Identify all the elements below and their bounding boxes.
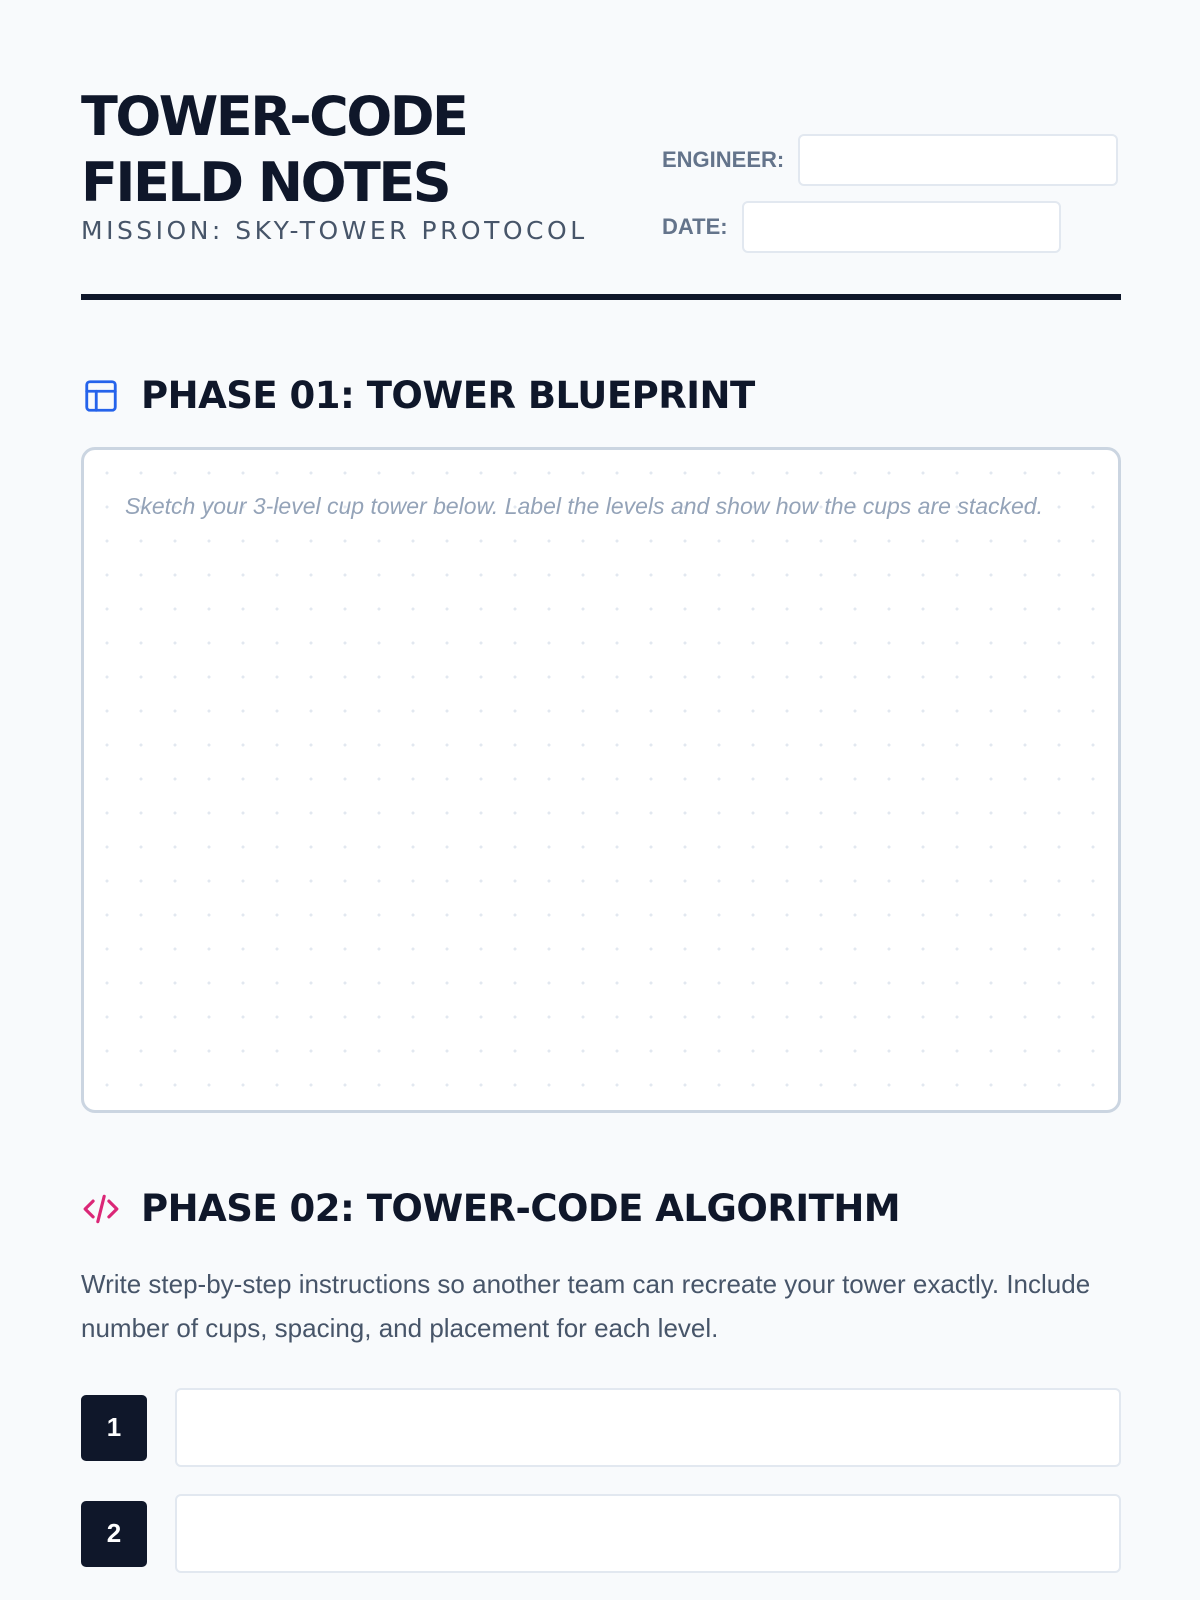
phase-02-title: PHASE 02: TOWER-CODE ALGORITHM — [141, 1187, 901, 1230]
date-label: DATE: — [662, 214, 728, 239]
step-input[interactable] — [175, 1388, 1121, 1467]
algorithm-step — [81, 1494, 1121, 1573]
algorithm-instructions: Write step-by-step instructions so another team can recreate your tower exactly. Include number of cups, spacing, and placement for each level. — [81, 1269, 1091, 1343]
header — [81, 84, 1121, 302]
step-number-badge: 1 — [81, 1395, 147, 1461]
engineer-input[interactable] — [798, 134, 1118, 186]
phase-01-heading — [81, 374, 755, 417]
date-input[interactable] — [742, 201, 1061, 253]
algorithm-step — [81, 1388, 1121, 1467]
phase-01-title: PHASE 01: TOWER BLUEPRINT — [141, 374, 755, 417]
date-field — [662, 201, 1061, 253]
header-divider — [81, 294, 1121, 300]
page-title: TOWER-CODE FIELD NOTES — [81, 85, 467, 214]
code-icon — [81, 1189, 121, 1229]
engineer-field — [662, 134, 1118, 186]
step-input[interactable] — [175, 1494, 1121, 1573]
engineer-label: ENGINEER: — [662, 147, 785, 172]
mission-subtitle: MISSION: SKY-TOWER PROTOCOL — [81, 216, 588, 245]
phase-02-heading — [81, 1187, 900, 1230]
blueprint-sketch-area[interactable] — [81, 447, 1121, 1113]
layout-icon — [81, 376, 121, 416]
blueprint-hint: Sketch your 3-level cup tower below. Label the levels and show how the cups are stacked. — [125, 493, 1043, 519]
step-number-badge: 2 — [81, 1501, 147, 1567]
